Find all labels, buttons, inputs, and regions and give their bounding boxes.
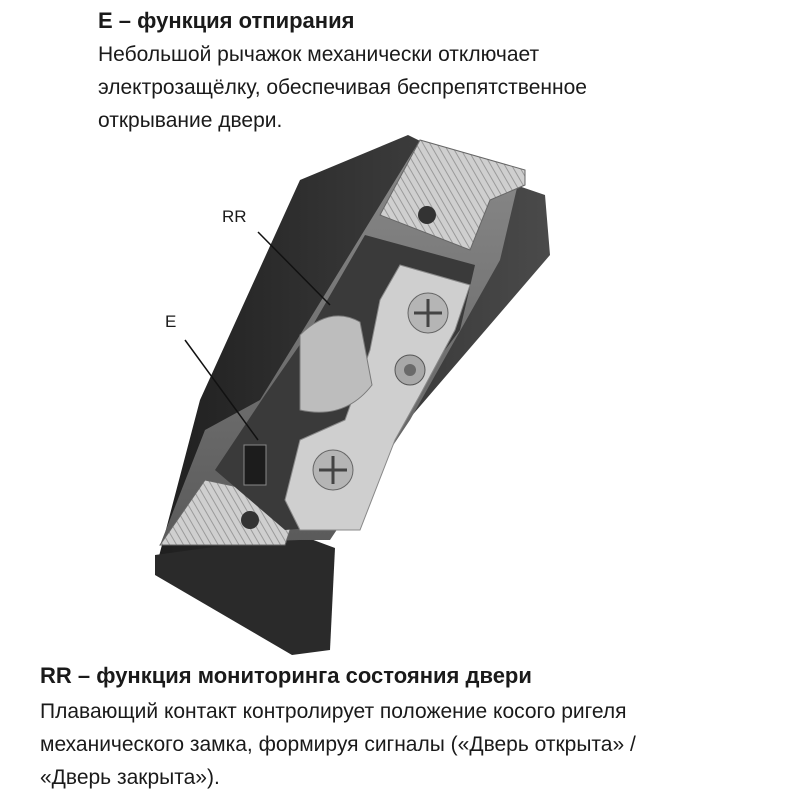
monitoring-function-description xyxy=(40,695,636,794)
mounting-hole-bottom xyxy=(241,511,259,529)
release-lever xyxy=(244,445,266,485)
unlock-function-section xyxy=(98,8,587,137)
monitoring-function-heading: RR – функция мониторинга состояния двери xyxy=(40,663,532,688)
mounting-hole-top xyxy=(418,206,436,224)
label-rr: RR xyxy=(222,207,247,226)
screw-middle xyxy=(395,355,425,385)
unlock-function-heading: E – функция отпирания xyxy=(98,8,355,33)
description-line: механического замка, формируя сигналы («Дверь открыта» / xyxy=(40,733,636,756)
description-line: электрозащёлку, обеспечивая беспрепятственное xyxy=(98,76,587,99)
description-line: Плавающий контакт контролирует положение косого ригеля xyxy=(40,700,627,723)
screw-bottom xyxy=(313,450,353,490)
strike-body-bottom xyxy=(155,535,335,655)
description-line: «Дверь закрыта»). xyxy=(40,766,220,789)
unlock-function-description xyxy=(98,38,587,137)
description-line: Небольшой рычажок механически отключает xyxy=(98,43,540,66)
screw-top xyxy=(408,293,448,333)
monitoring-function-section xyxy=(40,663,636,794)
label-e: E xyxy=(165,312,177,331)
description-line: открывание двери. xyxy=(98,109,283,132)
